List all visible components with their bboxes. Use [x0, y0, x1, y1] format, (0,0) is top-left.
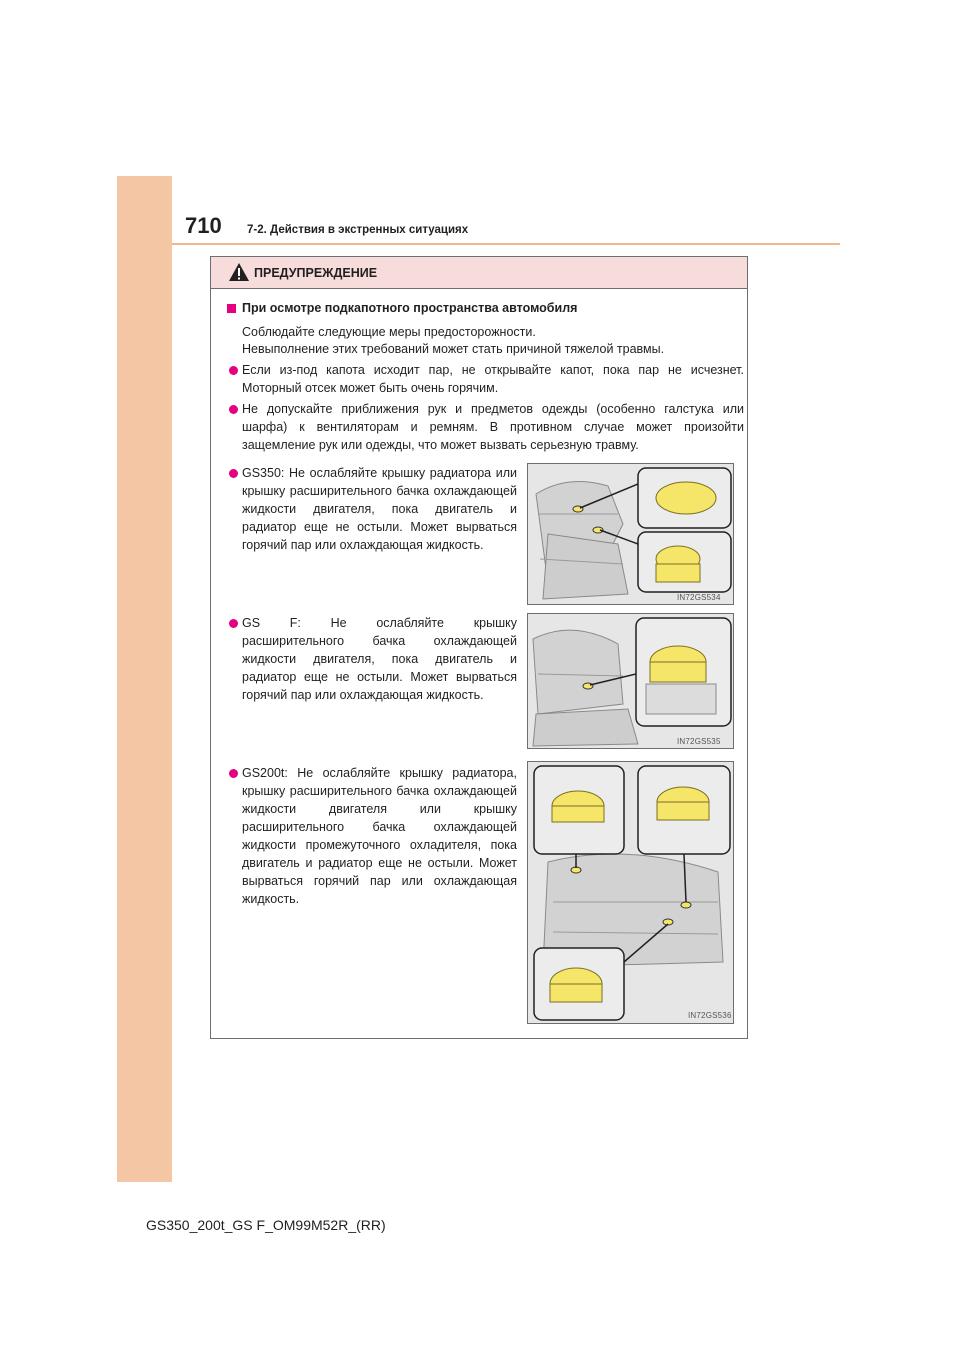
figure-code: IN72GS536	[688, 1011, 732, 1020]
bullet-fans-belts: Не допускайте приближения рук и предметов одежды (особенно галстука или шарфа) к вентиляторам и ремням. В противном случае может произойти защемление рук или одежды, что может вызвать серьезную травму.	[242, 402, 744, 452]
intro-line-1: Соблюдайте следующие меры предосторожности.	[242, 325, 536, 339]
figure-gs350-engine	[527, 463, 734, 605]
warning-header	[211, 257, 747, 289]
chapter-side-band	[117, 176, 172, 1182]
engine-illustration	[528, 614, 734, 749]
engine-illustration	[528, 762, 734, 1024]
figure-gsf-engine	[527, 613, 734, 749]
warning-title: ПРЕДУПРЕЖДЕНИЕ	[254, 266, 378, 280]
engine-illustration	[528, 464, 734, 605]
figure-code: IN72GS535	[677, 737, 721, 746]
warning-triangle-icon	[228, 262, 250, 282]
warning-heading: При осмотре подкапотного пространства автомобиля	[242, 301, 578, 315]
bullet-icon	[229, 366, 238, 375]
heading-square-icon	[227, 304, 236, 313]
bullet-icon	[229, 469, 238, 478]
figure-gs200t-engine	[527, 761, 734, 1024]
section-title: 7-2. Действия в экстренных ситуациях	[247, 224, 469, 236]
header-rule	[172, 243, 840, 245]
bullet-gs200t: GS200t: Не ослабляйте крышку радиатора, крышку расширительного бачка охлаждающей жидкости двигателя или крышку расширительного бачка охлаждающей жидкости промежуточного охладителя, пока двигатель и радиатор еще не остыли. Может вырваться горячий пар или охлаждающая жидкость.	[242, 766, 517, 906]
bullet-icon	[229, 619, 238, 628]
bullet-gsf: GS F: Не ослабляйте крышку расширительного бачка охлаждающей жидкости двигателя, пока двигатель и радиатор еще не остыли. Может вырваться горячий пар или охлаждающая жидкость.	[242, 616, 517, 702]
bullet-icon	[229, 405, 238, 414]
figure-code: IN72GS534	[677, 593, 721, 602]
manual-code: GS350_200t_GS F_OM99M52R_(RR)	[146, 1217, 386, 1233]
bullet-icon	[229, 769, 238, 778]
page-number: 710	[185, 213, 222, 238]
intro-line-2: Невыполнение этих требований может стать причиной тяжелой травмы.	[242, 342, 665, 356]
bullet-steam: Если из-под капота исходит пар, не открывайте капот, пока пар не исчезнет. Моторный отсек может быть очень горячим.	[242, 363, 744, 395]
warning-box	[210, 256, 748, 1039]
bullet-gs350: GS350: Не ослабляйте крышку радиатора или крышку расширительного бачка охлаждающей жидкости двигателя, пока двигатель и радиатор еще не остыли. Может вырваться горячий пар или охлаждающая жидкость.	[242, 466, 517, 552]
